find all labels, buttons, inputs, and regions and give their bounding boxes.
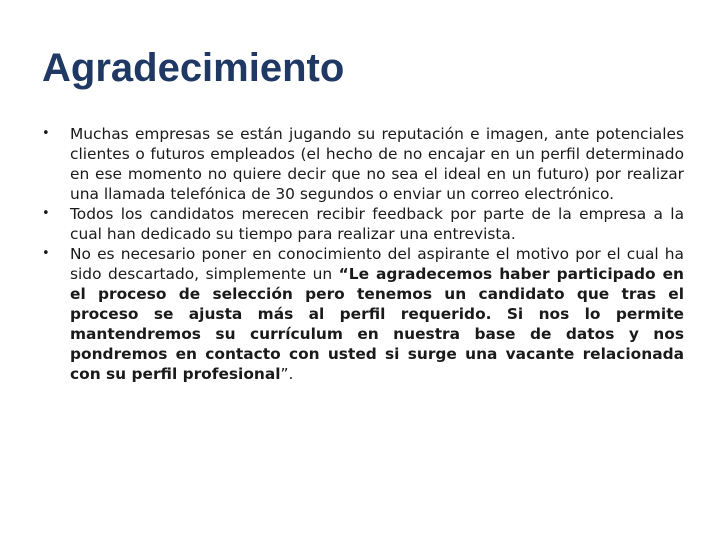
bullet-tail: ”. [280, 365, 294, 383]
bullet-item [42, 124, 684, 204]
bullet-marker: • [42, 126, 50, 141]
bullet-bold-quote: “Le agradecemos haber participado en el proceso de selección pero tenemos un candidato que tras el proceso se ajusta más al perfil requerido. Si nos lo permite mantendremos su currículum en nuestra base de datos y nos pondremos en contacto con usted si surge una vacante relacionada con su perfil profesional [70, 265, 684, 383]
bullet-list [42, 124, 684, 384]
bullet-marker: • [42, 246, 50, 261]
bullet-text: Muchas empresas se están jugando su reputación e imagen, ante potenciales clientes o futuros empleados (el hecho de no encajar en un perfil determinado en ese momento no quiere decir que no sea el ideal en un futuro) por realizar una llamada telefónica de 30 segundos o enviar un correo electrónico. [70, 125, 684, 203]
bullet-item [42, 204, 684, 244]
bullet-marker: • [42, 206, 50, 221]
bullet-item [42, 244, 684, 384]
bullet-text: Todos los candidatos merecen recibir feedback por parte de la empresa a la cual han dedicado su tiempo para realizar una entrevista. [70, 205, 684, 243]
bullet-text: No es necesario poner en conocimiento del aspirante el motivo por el cual ha sido descartado, simplemente un [70, 245, 684, 283]
slide-title: Agradecimiento [42, 46, 345, 90]
